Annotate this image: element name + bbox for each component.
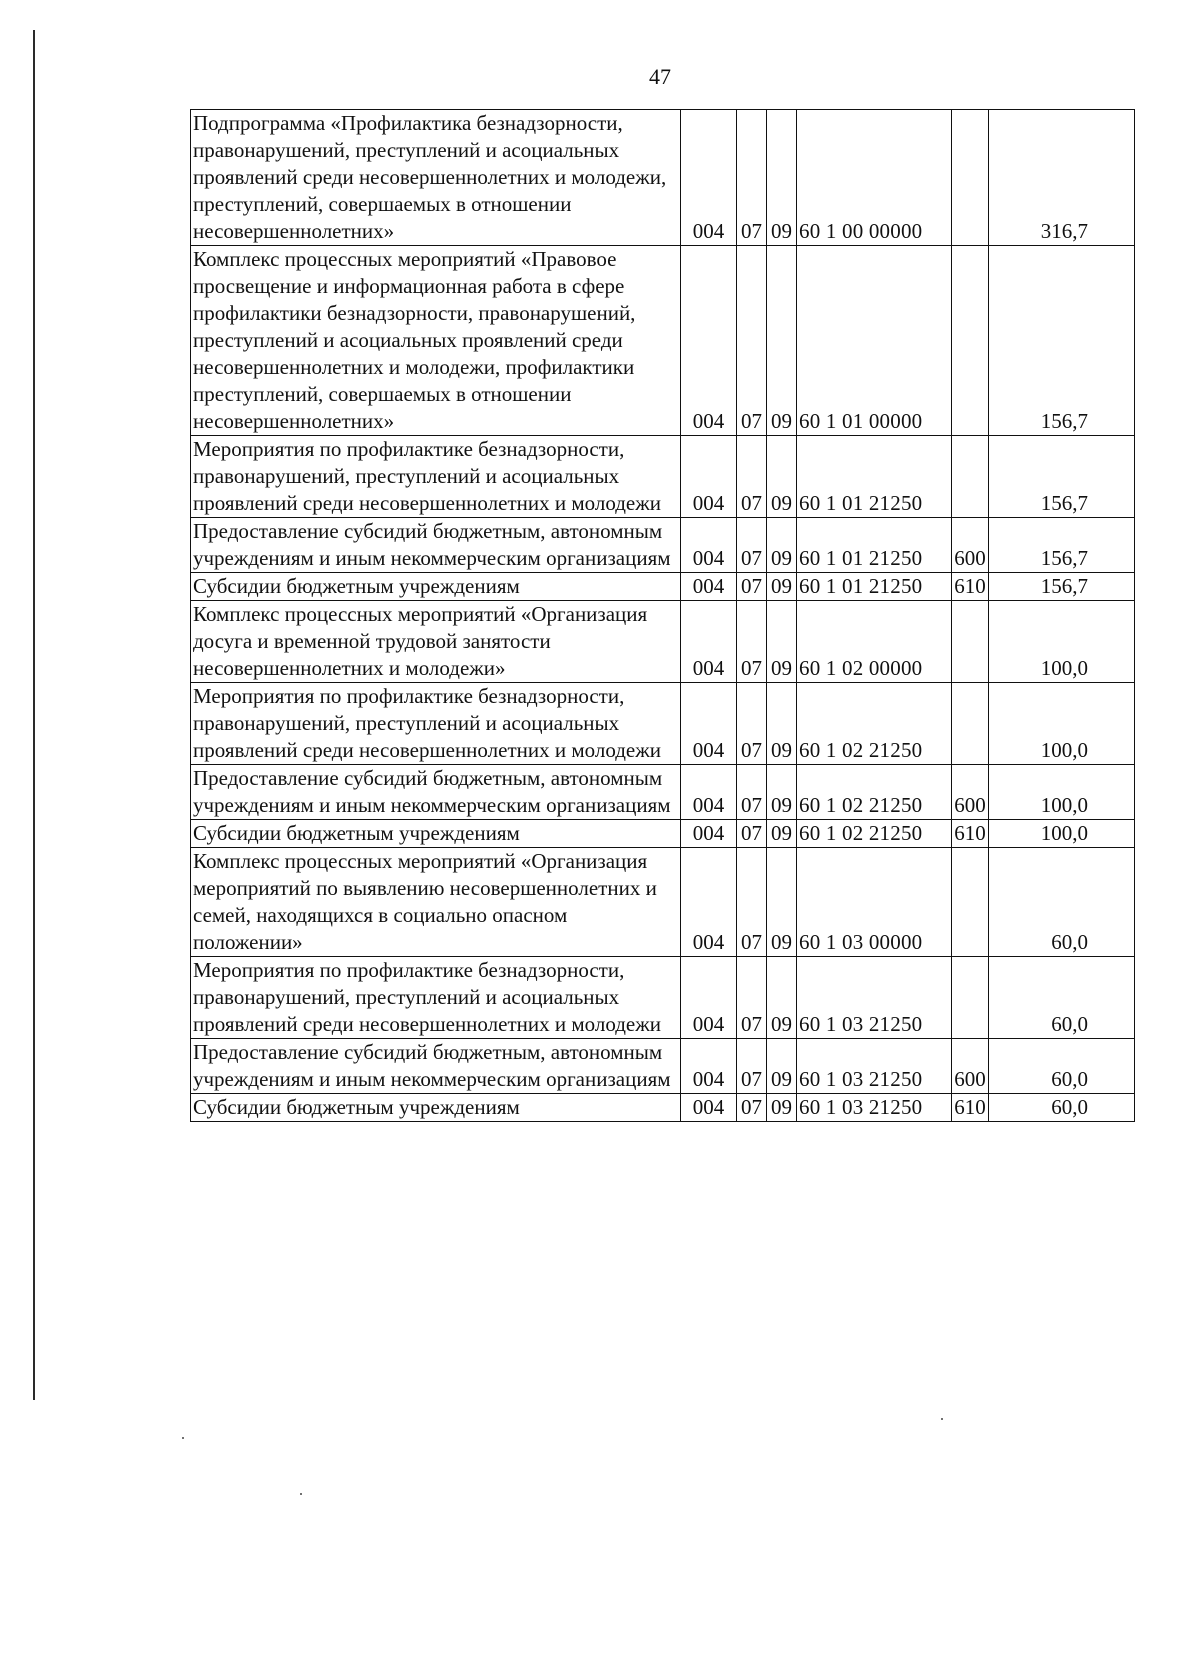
page-number: 47 [649,64,671,89]
row-ved-code: 004 [681,1094,737,1122]
row-section-code: 07 [737,957,767,1039]
row-amount: 156,7 [989,573,1135,601]
row-expense-type [952,246,989,436]
table-row [191,573,1135,601]
row-subsection-code: 09 [767,957,797,1039]
row-target-article: 60 1 00 00000 [797,110,952,246]
row-target-article: 60 1 03 00000 [797,848,952,957]
row-name: Мероприятия по профилактике безнадзорности, правонарушений, преступлений и асоциальных проявлений среди несовершеннолетних и молодежи [191,957,681,1039]
row-subsection-code: 09 [767,436,797,518]
row-ved-code: 004 [681,436,737,518]
row-name: Комплекс процессных мероприятий «Правовое просвещение и информационная работа в сфере профилактики безнадзорности, правонарушений, преступлений и асоциальных проявлений среди несовершеннолетних и молодежи, профилактики преступлений, совершаемых в отношении несовершеннолетних» [191,246,681,436]
row-expense-type [952,601,989,683]
row-name: Субсидии бюджетным учреждениям [191,573,681,601]
row-ved-code: 004 [681,518,737,573]
budget-table [190,109,1135,1122]
row-section-code: 07 [737,110,767,246]
row-target-article: 60 1 02 21250 [797,683,952,765]
row-name: Мероприятия по профилактике безнадзорности, правонарушений, преступлений и асоциальных проявлений среди несовершеннолетних и молодежи [191,683,681,765]
row-amount: 316,7 [989,110,1135,246]
table-row [191,1039,1135,1094]
table-row [191,848,1135,957]
row-section-code: 07 [737,820,767,848]
row-expense-type: 600 [952,765,989,820]
row-subsection-code: 09 [767,601,797,683]
row-target-article: 60 1 02 21250 [797,820,952,848]
row-target-article: 60 1 03 21250 [797,957,952,1039]
table-row [191,518,1135,573]
row-name: Субсидии бюджетным учреждениям [191,1094,681,1122]
row-subsection-code: 09 [767,1094,797,1122]
row-section-code: 07 [737,573,767,601]
row-target-article: 60 1 01 21250 [797,518,952,573]
row-amount: 100,0 [989,601,1135,683]
row-target-article: 60 1 02 00000 [797,601,952,683]
row-ved-code: 004 [681,601,737,683]
row-name: Мероприятия по профилактике безнадзорности, правонарушений, преступлений и асоциальных проявлений среди несовершеннолетних и молодежи [191,436,681,518]
row-amount: 60,0 [989,1039,1135,1094]
row-section-code: 07 [737,436,767,518]
row-amount: 156,7 [989,436,1135,518]
row-name: Предоставление субсидий бюджетным, автономным учреждениям и иным некоммерческим организациям [191,518,681,573]
row-ved-code: 004 [681,573,737,601]
row-expense-type [952,683,989,765]
row-expense-type: 600 [952,1039,989,1094]
row-amount: 60,0 [989,1094,1135,1122]
row-ved-code: 004 [681,110,737,246]
row-section-code: 07 [737,683,767,765]
row-name: Субсидии бюджетным учреждениям [191,820,681,848]
row-name: Комплекс процессных мероприятий «Организация досуга и временной трудовой занятости несовершеннолетних и молодежи» [191,601,681,683]
row-amount: 60,0 [989,957,1135,1039]
row-ved-code: 004 [681,765,737,820]
table-row [191,246,1135,436]
row-ved-code: 004 [681,820,737,848]
row-amount: 100,0 [989,820,1135,848]
row-expense-type: 600 [952,518,989,573]
table-row [191,436,1135,518]
table-row [191,683,1135,765]
table-row [191,957,1135,1039]
row-name: Комплекс процессных мероприятий «Организация мероприятий по выявлению несовершеннолетних и семей, находящихся в социально опасном положении» [191,848,681,957]
row-section-code: 07 [737,246,767,436]
row-subsection-code: 09 [767,246,797,436]
row-amount: 156,7 [989,518,1135,573]
row-expense-type: 610 [952,820,989,848]
row-subsection-code: 09 [767,518,797,573]
row-expense-type [952,436,989,518]
row-amount: 100,0 [989,765,1135,820]
row-section-code: 07 [737,601,767,683]
row-expense-type: 610 [952,573,989,601]
table-row [191,820,1135,848]
scan-speck [182,1437,184,1439]
row-subsection-code: 09 [767,110,797,246]
row-amount: 60,0 [989,848,1135,957]
scan-speck [300,1493,302,1495]
row-ved-code: 004 [681,848,737,957]
row-amount: 100,0 [989,683,1135,765]
row-target-article: 60 1 01 00000 [797,246,952,436]
row-subsection-code: 09 [767,683,797,765]
row-target-article: 60 1 01 21250 [797,436,952,518]
table-row [191,110,1135,246]
row-section-code: 07 [737,1039,767,1094]
budget-table-body [191,110,1135,1122]
row-name: Подпрограмма «Профилактика безнадзорности, правонарушений, преступлений и асоциальных проявлений среди несовершеннолетних и молодежи, преступлений, совершаемых в отношении несовершеннолетних» [191,110,681,246]
row-expense-type [952,110,989,246]
row-expense-type [952,848,989,957]
table-row [191,601,1135,683]
row-subsection-code: 09 [767,848,797,957]
row-target-article: 60 1 02 21250 [797,765,952,820]
table-row [191,765,1135,820]
row-ved-code: 004 [681,246,737,436]
row-section-code: 07 [737,765,767,820]
scan-speck [941,1418,943,1420]
scan-edge-line [33,30,35,1400]
row-section-code: 07 [737,848,767,957]
row-section-code: 07 [737,518,767,573]
row-subsection-code: 09 [767,820,797,848]
row-amount: 156,7 [989,246,1135,436]
row-name: Предоставление субсидий бюджетным, автономным учреждениям и иным некоммерческим организациям [191,765,681,820]
row-target-article: 60 1 03 21250 [797,1039,952,1094]
row-subsection-code: 09 [767,765,797,820]
row-target-article: 60 1 01 21250 [797,573,952,601]
row-subsection-code: 09 [767,573,797,601]
row-subsection-code: 09 [767,1039,797,1094]
row-section-code: 07 [737,1094,767,1122]
row-expense-type [952,957,989,1039]
row-ved-code: 004 [681,957,737,1039]
row-expense-type: 610 [952,1094,989,1122]
row-ved-code: 004 [681,683,737,765]
row-name: Предоставление субсидий бюджетным, автономным учреждениям и иным некоммерческим организациям [191,1039,681,1094]
table-row [191,1094,1135,1122]
row-ved-code: 004 [681,1039,737,1094]
row-target-article: 60 1 03 21250 [797,1094,952,1122]
